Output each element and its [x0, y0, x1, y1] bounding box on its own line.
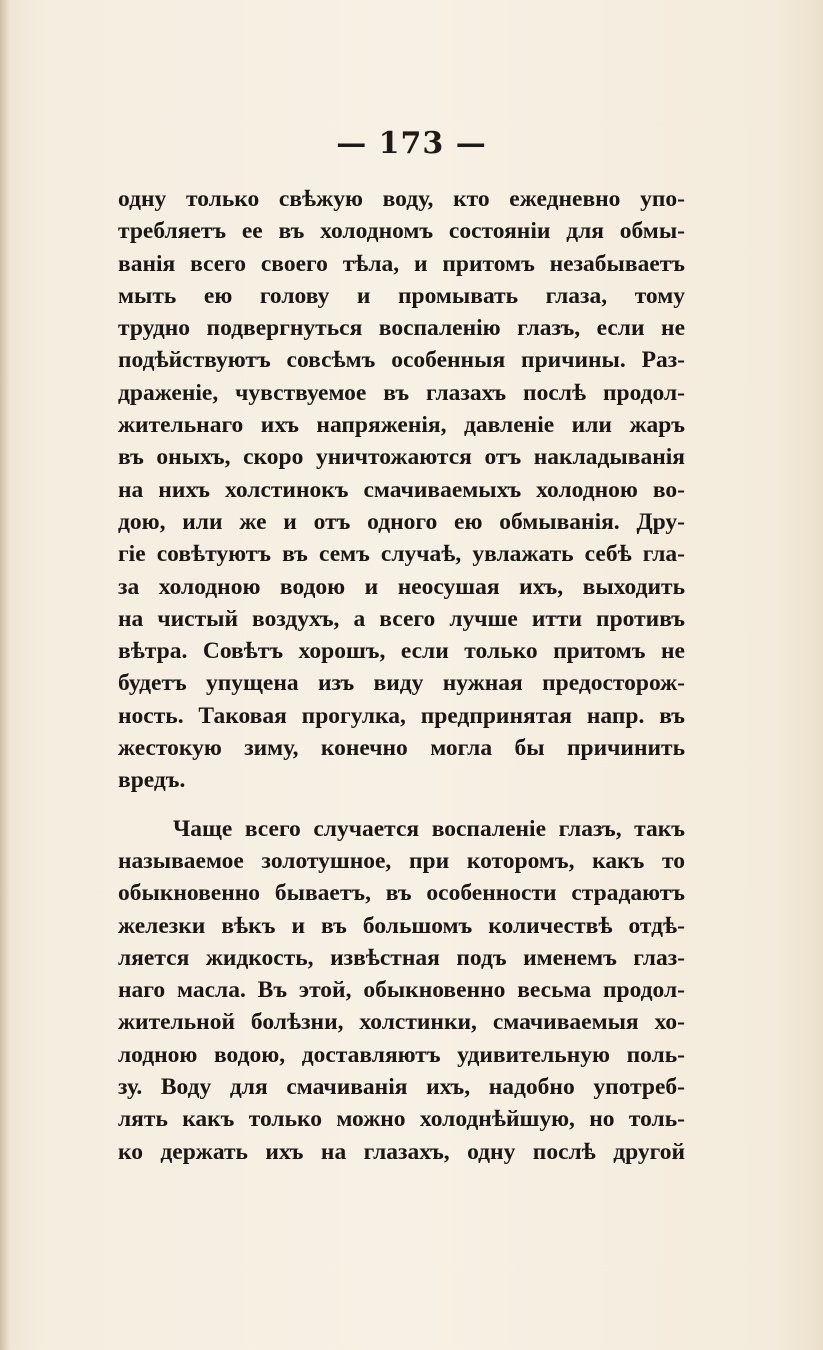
text-line: обыкновенно бываетъ, въ особенности страдаютъ [118, 880, 685, 907]
text-line: мыть ею голову и промывать глаза, тому [118, 282, 685, 309]
text-line: жительной болѣзни, холстинки, смачиваемыя хо- [118, 1009, 685, 1036]
text-line: требляетъ ее въ холодномъ состоянiи для обмы- [118, 218, 685, 245]
text-line: зу. Воду для смачиванiя ихъ, надобно употреб- [118, 1074, 685, 1101]
text-line: Чаще всего случается воспаленiе глазъ, такъ [173, 815, 685, 842]
text-line: гiе совѣтуютъ въ семъ случаѣ, увлажать себѣ гла- [118, 541, 685, 568]
text-line: ность. Таковая прогулка, предпринятая напр. въ [118, 702, 685, 729]
text-line: жительнаго ихъ напряженiя, давленiе или жаръ [118, 412, 685, 439]
text-line: наго масла. Въ этой, обыкновенно весьма продол- [118, 977, 685, 1004]
paragraph-gap [118, 797, 685, 813]
text-line: драженiе, чувствуемое въ глазахъ послѣ продол- [118, 379, 685, 406]
text-line: называемое золотушное, при которомъ, какъ то [118, 847, 685, 874]
paragraph-1 [118, 183, 685, 797]
text-line: за холодною водою и неосушая ихъ, выходить [118, 573, 685, 600]
text-line: подѣйствуютъ совсѣмъ особенныя причины. Раз- [118, 347, 685, 374]
text-line: вѣтра. Совѣтъ хорошъ, если только притомъ не [118, 638, 685, 665]
text-line: ванiя всего своего тѣла, и притомъ незабываетъ [118, 250, 685, 277]
page-binding-shadow [0, 0, 10, 1350]
paragraph-2 [118, 813, 685, 1168]
body-text [118, 183, 685, 1168]
page-number: — 173 — [336, 126, 487, 161]
text-line: въ оныхъ, скоро уничтожаются отъ накладыванiя [118, 444, 685, 471]
text-line: одну только свѣжую воду, кто ежедневно упо- [118, 186, 685, 212]
text-line: на нихъ холстинокъ смачиваемыхъ холодною во- [118, 476, 685, 503]
text-line: ляется жидкость, извѣстная подъ именемъ глаз- [118, 944, 685, 971]
text-line: ко держать ихъ на глазахъ, одну послѣ другой [118, 1138, 685, 1165]
text-line: железки вѣкъ и въ большомъ количествѣ отдѣ- [118, 912, 685, 939]
text-line: лодною водою, доставляютъ удивительную поль- [118, 1041, 685, 1068]
text-line: трудно подвергнуться воспаленiю глазъ, если не [118, 315, 685, 342]
text-line: на чистый воздухъ, а всего лучше итти противъ [118, 605, 685, 632]
text-line: лять какъ только можно холоднѣйшую, но толь- [118, 1106, 685, 1133]
text-line: будетъ упущена изъ виду нужная предосторож- [118, 670, 685, 697]
text-line: дою, или же и отъ одного ею обмыванiя. Дру- [118, 508, 685, 535]
text-line: жестокую зиму, конечно могла бы причинить [118, 735, 685, 762]
text-line: вредъ. [118, 767, 186, 794]
